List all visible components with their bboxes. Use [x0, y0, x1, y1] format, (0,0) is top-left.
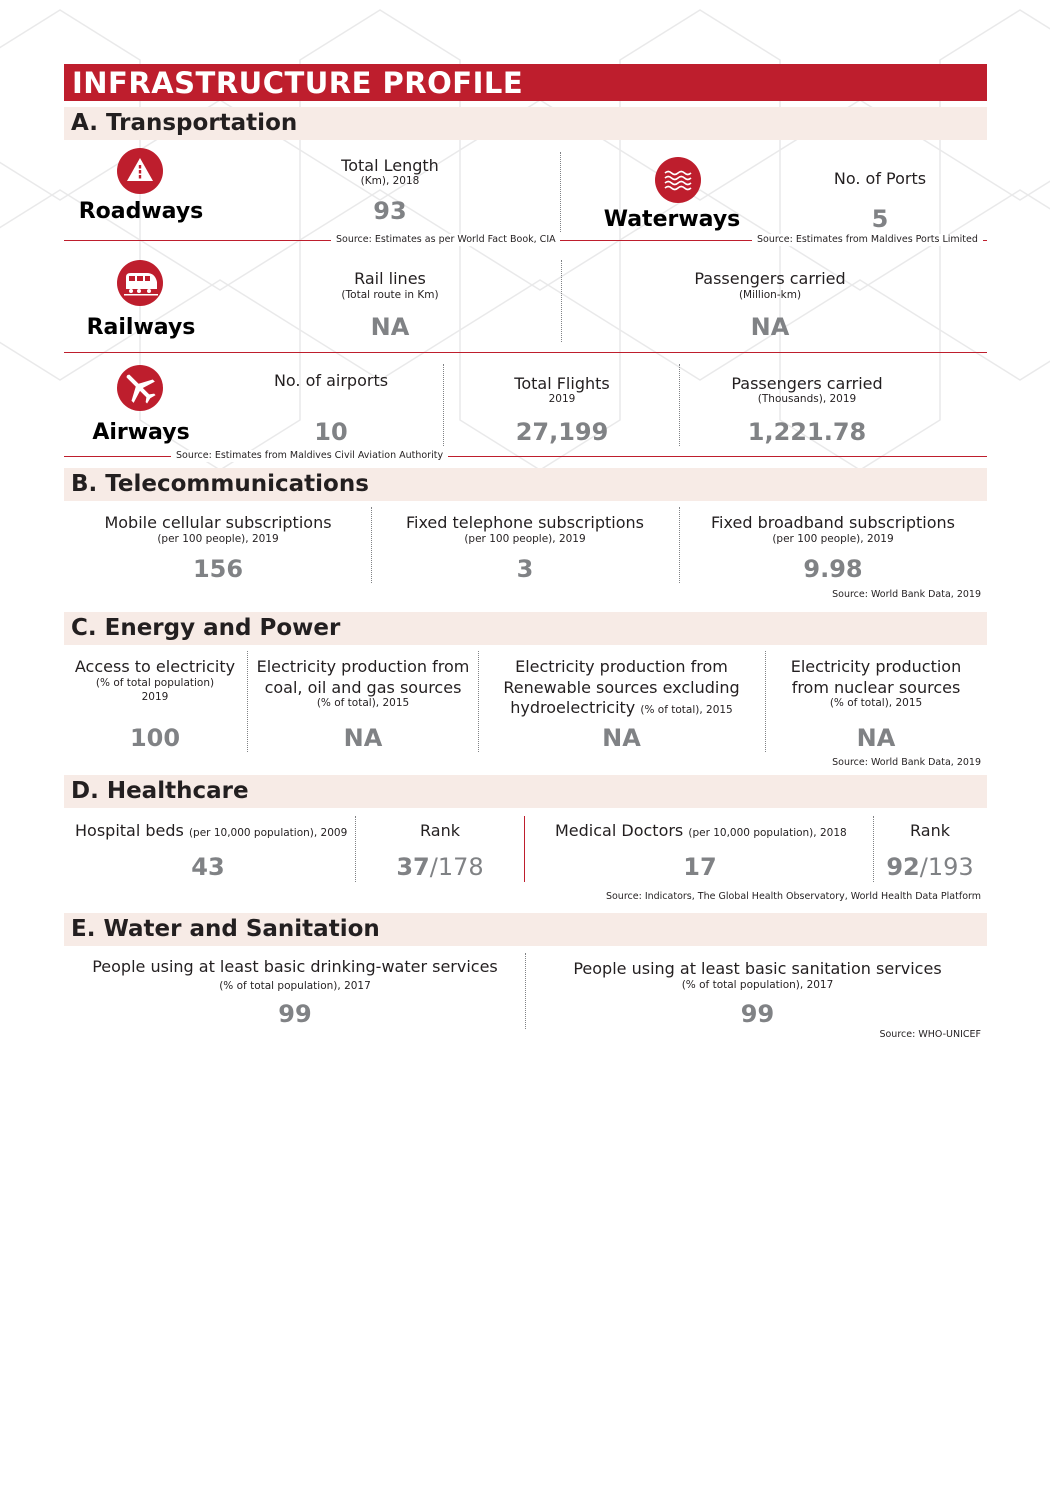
doctors-sublabel: (per 10,000 population), 2018: [688, 827, 847, 839]
divider: [371, 507, 372, 583]
renewable-value: NA: [602, 724, 641, 752]
mobile-sublabel: (per 100 people), 2019: [157, 533, 279, 545]
drinking-water-value: 99: [278, 1000, 312, 1028]
renewable-label-line2: Renewable sources excluding: [503, 678, 740, 697]
sanitation-sublabel: (% of total population), 2017: [681, 979, 834, 991]
sanitation-value: 99: [740, 1000, 775, 1028]
rail-lines-value: NA: [370, 313, 410, 341]
divider: [355, 816, 356, 882]
waves-icon: [655, 157, 701, 203]
doctors-rank: 92: [886, 853, 920, 881]
fixed-broadband-value: 9.98: [803, 555, 863, 583]
rail-lines-sublabel: (Total route in Km): [341, 289, 439, 301]
nuclear-label-line1: Electricity production: [790, 657, 962, 676]
train-icon: [117, 260, 163, 306]
waterways-source: Source: Estimates from Maldives Ports Limited: [752, 234, 983, 246]
hospital-beds-sublabel: (per 10,000 population), 2009: [188, 827, 348, 839]
doctors-rank-value: [875, 853, 985, 881]
divider: [478, 651, 479, 752]
fixed-broadband-label: Fixed broadband subscriptions: [711, 513, 955, 532]
divider: [873, 816, 874, 882]
flights-label: Total Flights: [514, 374, 610, 393]
roadways-sublabel: (Km), 2018: [360, 175, 420, 187]
beds-rank: 37: [396, 853, 430, 881]
drinking-water-sublabel: (% of total population), 2017: [219, 980, 371, 992]
mobile-value: 156: [192, 555, 244, 583]
beds-rank-label: Rank: [420, 821, 460, 840]
flights-sublabel: 2019: [548, 393, 576, 405]
rail-passengers-label: Passengers carried: [694, 269, 846, 288]
airways-source: Source: Estimates from Maldives Civil Aviation Authority: [171, 450, 448, 462]
nuclear-value: NA: [856, 724, 896, 752]
air-passengers-sublabel: (Thousands), 2019: [757, 393, 857, 405]
airports-label: No. of airports: [273, 371, 389, 390]
roadways-title: Roadways: [78, 199, 204, 224]
divider: [560, 152, 561, 232]
section-heading: E. Water and Sanitation: [71, 916, 380, 942]
doctors-rank-total: /193: [919, 853, 974, 881]
healthcare-source: Source: Indicators, The Global Health Observatory, World Health Data Platform: [605, 891, 981, 902]
road-warning-icon: [117, 148, 163, 194]
doctors-label-row: [555, 821, 847, 841]
flights-value: 27,199: [515, 418, 609, 446]
mobile-label: Mobile cellular subscriptions: [104, 513, 332, 532]
section-healthcare: [64, 775, 987, 808]
divider: [679, 364, 680, 446]
coal-label-line1: Electricity production from: [256, 657, 470, 676]
renewable-label-hydro: hydroelectricity: [510, 698, 636, 717]
rail-passengers-sublabel: (Million-km): [738, 289, 802, 301]
coal-sublabel: (% of total), 2015: [316, 697, 410, 709]
airplane-icon: [117, 365, 163, 411]
railways-title: Railways: [86, 315, 196, 340]
access-value: 100: [129, 724, 181, 752]
drinking-water-label: People using at least basic drinking-water services: [92, 957, 498, 976]
beds-rank-total: /178: [429, 853, 484, 881]
divider: [561, 260, 562, 342]
doctors-label: Medical Doctors: [555, 821, 684, 840]
doctors-value: 17: [683, 853, 717, 881]
access-label: Access to electricity: [74, 657, 236, 676]
telecom-source: Source: World Bank Data, 2019: [832, 589, 981, 600]
section-heading: A. Transportation: [71, 110, 298, 136]
nuclear-label-line2: from nuclear sources: [791, 678, 961, 697]
waterways-value: 5: [871, 205, 889, 233]
title-banner: [64, 64, 987, 101]
waterways-title: Waterways: [603, 207, 741, 232]
renewable-label-line1: Electricity production from: [515, 657, 728, 676]
rail-passengers-value: NA: [750, 313, 790, 341]
coal-label-line2: coal, oil and gas sources: [264, 678, 462, 697]
fixed-telephone-label: Fixed telephone subscriptions: [405, 513, 645, 532]
doctors-rank-label: Rank: [910, 821, 950, 840]
red-divider: [524, 816, 525, 882]
fixed-telephone-value: 3: [516, 555, 534, 583]
hospital-beds-label: Hospital beds: [75, 821, 184, 840]
fixed-broadband-sublabel: (per 100 people), 2019: [772, 533, 894, 545]
airways-title: Airways: [92, 420, 190, 445]
air-passengers-label: Passengers carried: [731, 374, 883, 393]
roadways-source: Source: Estimates as per World Fact Book, CIA: [331, 234, 561, 246]
page-title: INFRASTRUCTURE PROFILE: [72, 66, 524, 100]
section-water: [64, 913, 987, 946]
renewable-sublabel: (% of total), 2015: [640, 704, 733, 716]
hospital-beds-value: 43: [191, 853, 225, 881]
divider: [443, 364, 444, 446]
fixed-telephone-sublabel: (per 100 people), 2019: [464, 533, 586, 545]
hospital-beds-label-row: [75, 821, 347, 841]
section-transportation: [64, 107, 987, 140]
waterways-label: No. of Ports: [833, 169, 927, 188]
energy-source: Source: World Bank Data, 2019: [832, 757, 981, 768]
access-year: 2019: [141, 691, 169, 703]
section-heading: D. Healthcare: [71, 778, 249, 804]
nuclear-sublabel: (% of total), 2015: [829, 697, 923, 709]
divider: [679, 507, 680, 583]
beds-rank-value: [360, 853, 520, 881]
sanitation-label: People using at least basic sanitation services: [573, 959, 942, 978]
air-passengers-value: 1,221.78: [747, 418, 867, 446]
airports-value: 10: [314, 418, 348, 446]
access-sublabel: (% of total population): [95, 677, 215, 689]
divider-line: [64, 352, 987, 353]
divider: [765, 651, 766, 752]
divider: [525, 953, 526, 1029]
section-heading: B. Telecommunications: [71, 471, 369, 497]
divider: [247, 651, 248, 752]
roadways-label: Total Length: [341, 156, 439, 175]
water-source: Source: WHO-UNICEF: [879, 1029, 981, 1040]
coal-value: NA: [343, 724, 383, 752]
section-telecommunications: [64, 468, 987, 501]
roadways-value: 93: [373, 197, 407, 225]
section-heading: C. Energy and Power: [71, 615, 341, 641]
renewable-label-line3: [484, 698, 759, 718]
section-energy: [64, 612, 987, 645]
rail-lines-label: Rail lines: [354, 269, 426, 288]
